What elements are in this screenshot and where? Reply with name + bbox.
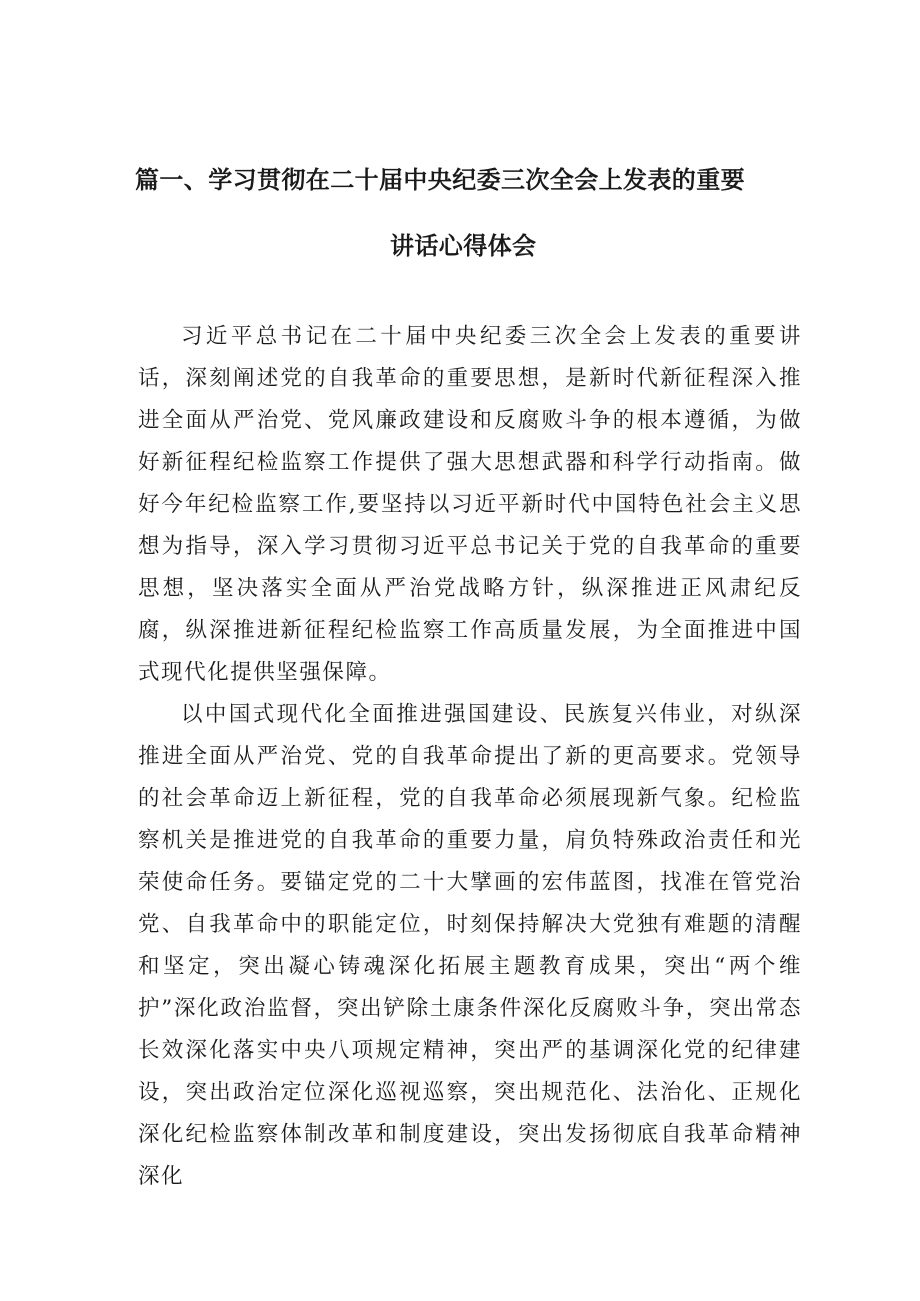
paragraph-2: 以中国式现代化全面推进强国建设、民族复兴伟业，对纵深推进全面从严治党、党的自我革命提出了新的更高要求。党领导的社会革命迈上新征程，党的自我革命必须展现新气象。纪检监察机关是推进党的自我革命的重要力量，肩负特殊政治责任和光荣使命任务。要锚定党的二十大擘画的宏伟蓝图，找准在管党治党、自我革命中的职能定位，时刻保持解决大党独有难题的清醒和坚定，突出凝心铸魂深化拓展主题教育成果，突出“两个维护”深化政治监督，突出铲除土康条件深化反腐败斗争，突出常态长效深化落实中央八项规定精神，突出严的基调深化党的纪律建设，突出政治定位深化巡视巡察，突出规范化、法治化、正规化深化纪检监察体制改革和制度建设，突出发扬彻底自我革命精神深化 — [138, 702, 802, 1189]
document-title-line-2: 讲话心得体会 — [390, 232, 537, 260]
document-title-line-1: 篇一、学习贯彻在二十届中央纪委三次全会上发表的重要 — [135, 166, 745, 194]
paragraph-1: 习近平总书记在二十届中央纪委三次全会上发表的重要讲话，深刻阐述党的自我革命的重要思想，是新时代新征程深入推进全面从严治党、党风廉政建设和反腐败斗争的根本遵循，为做好新征程纪检监察工作提供了强大思想武器和科学行动指南。做好今年纪检监察工作,要坚持以习近平新时代中国特色社会主义思想为指导，深入学习贯彻习近平总书记关于党的自我革命的重要思想，坚决落实全面从严治党战略方针，纵深推进正风肃纪反腐，纵深推进新征程纪检监察工作高质量发展，为全面推进中国式现代化提供坚强保障。 — [138, 324, 802, 685]
document-body — [138, 316, 802, 1198]
